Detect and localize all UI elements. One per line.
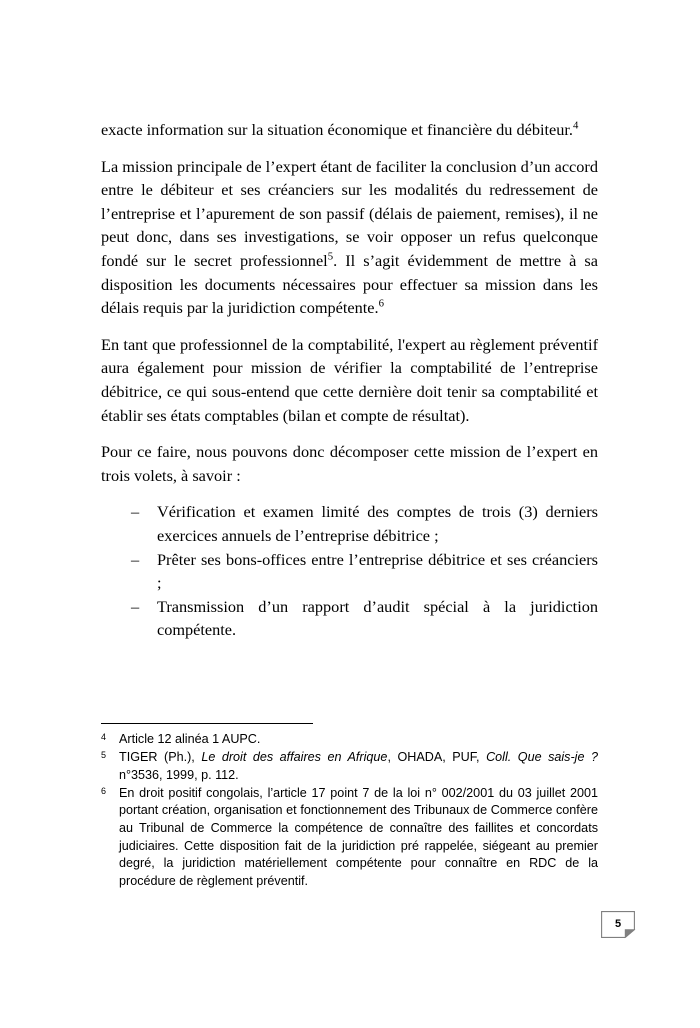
list-item-text: Vérification et examen limité des comptes de trois (3) derniers exercices annuels de l’entreprise débitrice ;: [157, 502, 598, 545]
paragraph-3: En tant que professionnel de la comptabilité, l'expert au règlement préventif aura également pour mission de vérifier la comptabilité de l’entreprise débitrice, ce qui sous-entend que cette dernière doit tenir sa comptabilité et établir ses états comptables (bilan et compte de résultat).: [101, 334, 598, 425]
list-item: [101, 595, 598, 642]
footnote-text-italic: Le droit des affaires en Afrique: [201, 750, 388, 765]
page-number-badge: [601, 911, 639, 943]
footnote-5: [101, 749, 598, 784]
paragraph-2-text-part-1: La mission principale de l’expert étant de faciliter la conclusion d’un accord entre le débiteur et ses créanciers sur les modalités du redressement de l’entreprise et l’apurement de son passif (délais de paiement, remises), il ne peut donc, dans ses investigations, se voir opposer un refus quelconque fondé sur le secret professionnel: [101, 156, 598, 270]
paragraph-1-text: exacte information sur la situation économique et financière du débiteur.: [101, 120, 573, 139]
list-item-text: Transmission d’un rapport d’audit spécial à la juridiction compétente.: [157, 596, 598, 640]
paragraph-2: [101, 155, 598, 320]
footnote-number: 4: [101, 732, 107, 742]
footnote-text: En droit positif congolais, l’article 17 point 7 de la loi n° 002/2001 du 03 juillet 2001 portant création, organisation et fonctionnement des Tribunaux de Commerce confère au Tribunal de Commerce la compétence de connaître des faillites et concordats judiciaires. Cette disposition fait de la juridiction pré rappelée, siégeant au premier degré, la juridiction matériellement compétente pour connaître en RDC de la procédure de règlement préventif.: [119, 785, 598, 888]
paragraph-1: [101, 118, 598, 142]
body-text-column: [101, 118, 598, 642]
footnote-separator-rule: [101, 723, 313, 724]
footnote-section: [101, 723, 598, 891]
paragraph-4: Pour ce faire, nous pouvons donc décomposer cette mission de l’expert en trois volets, à savoir :: [101, 442, 598, 485]
footnote-text-plain: n°3536, 1999, p. 112.: [119, 767, 239, 782]
footnote-6: [101, 785, 598, 891]
list-bullet-dash: –: [131, 502, 140, 522]
footnote-text-italic: Coll. Que sais-je ?: [486, 750, 598, 765]
footnote-number: 5: [101, 750, 107, 761]
list-bullet-dash: –: [131, 596, 140, 616]
footnote-text-plain: TIGER (Ph.),: [119, 750, 202, 765]
footnote-ref-4[interactable]: 4: [573, 119, 579, 132]
footnote-ref-6[interactable]: 6: [378, 297, 384, 310]
mission-list: [101, 500, 598, 642]
paragraph-2-text-part-2: . Il s’agit évidemment de mettre à sa disposition les documents nécessaires pour effectuer sa mission dans les délais requis par la juridiction compétente.: [101, 250, 598, 318]
list-item-text: Prêter ses bons-offices entre l’entreprise débitrice et ses créanciers ;: [157, 549, 598, 593]
footnote-text: Article 12 alinéa 1 AUPC.: [119, 732, 261, 746]
list-item: [101, 548, 598, 595]
list-item: [101, 500, 598, 547]
page-number-text: 5: [614, 918, 622, 930]
footnote-4: [101, 731, 598, 749]
footnote-text-plain: , OHADA, PUF,: [387, 750, 487, 765]
footnote-number: 6: [101, 785, 107, 796]
footnote-ref-5[interactable]: 5: [327, 250, 334, 263]
list-bullet-dash: –: [131, 549, 140, 569]
